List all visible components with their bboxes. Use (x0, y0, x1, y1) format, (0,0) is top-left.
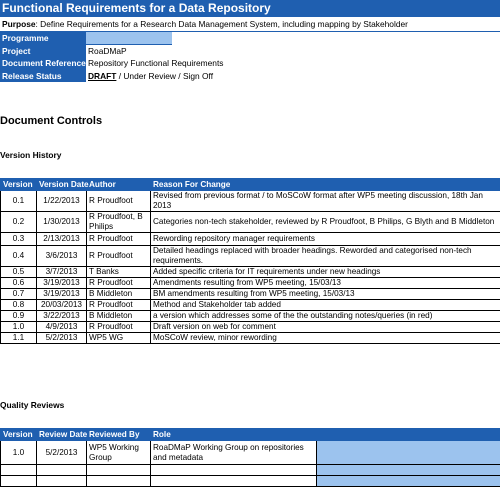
col-reason: Reason For Change (151, 179, 500, 191)
table-row (1, 441, 500, 465)
reason-cell[interactable]: Added specific criteria for IT requirements under new headings (151, 267, 500, 278)
version-cell[interactable]: 1.0 (1, 322, 37, 333)
table-row (1, 333, 500, 344)
version-cell[interactable]: 1.0 (1, 441, 37, 465)
table-row (1, 289, 500, 300)
version-cell[interactable]: 0.6 (1, 278, 37, 289)
role-cell[interactable] (151, 476, 317, 487)
version-date-cell[interactable]: 1/22/2013 (37, 191, 87, 212)
reviewed-by-cell[interactable]: WP5 Working Group (87, 441, 151, 465)
blank-cell[interactable] (317, 476, 500, 487)
reason-cell[interactable]: Categories non-tech stakeholder, reviewed by R Proudfoot, B Philips, G Blyth and B Middleton (151, 212, 500, 233)
release-status-label: Release Status (0, 70, 86, 83)
version-cell[interactable]: 1.1 (1, 333, 37, 344)
quality-reviews-body (1, 441, 500, 487)
quality-reviews-heading: Quality Reviews (0, 400, 65, 410)
version-cell[interactable]: 0.8 (1, 300, 37, 311)
table-row (1, 212, 500, 233)
reviewed-by-cell[interactable] (87, 465, 151, 476)
version-date-cell[interactable]: 3/19/2013 (37, 278, 87, 289)
version-cell[interactable]: 0.9 (1, 311, 37, 322)
table-row (1, 191, 500, 212)
version-cell[interactable] (1, 465, 37, 476)
author-cell[interactable]: R Proudfoot (87, 233, 151, 246)
purpose-label: Purpose (2, 19, 36, 29)
version-date-cell[interactable]: 5/2/2013 (37, 333, 87, 344)
version-date-cell[interactable]: 3/6/2013 (37, 246, 87, 267)
review-date-cell[interactable] (37, 476, 87, 487)
review-date-cell[interactable] (37, 465, 87, 476)
col-version: Version (1, 179, 37, 191)
blank-cell[interactable] (317, 441, 500, 465)
version-cell[interactable]: 0.1 (1, 191, 37, 212)
col-author: Author (87, 179, 151, 191)
project-row (0, 45, 500, 58)
reason-cell[interactable]: a version which addresses some of the the outstanding notes/queries (in red) (151, 311, 500, 322)
table-row (1, 465, 500, 476)
author-cell[interactable]: R Proudfoot (87, 246, 151, 267)
version-cell[interactable] (1, 476, 37, 487)
purpose-text: : Define Requirements for a Research Data Management System, including mapping by Stakeholder (35, 19, 408, 29)
table-row (1, 246, 500, 267)
table-row (1, 278, 500, 289)
version-date-cell[interactable]: 3/22/2013 (37, 311, 87, 322)
author-cell[interactable]: WP5 WG (87, 333, 151, 344)
reason-cell[interactable]: Detailed headings replaced with broader headings. Reworded and categorised non-tech requirements. (151, 246, 500, 267)
blank-cell[interactable] (317, 465, 500, 476)
release-status-value[interactable] (86, 70, 286, 83)
document-title: Functional Requirements for a Data Repository (0, 0, 500, 17)
document-reference-row (0, 57, 500, 70)
version-cell[interactable]: 0.3 (1, 233, 37, 246)
table-row (1, 233, 500, 246)
author-cell[interactable]: R Proudfoot (87, 278, 151, 289)
programme-value[interactable] (86, 32, 172, 45)
reason-cell[interactable]: MoSCoW review, minor rewording (151, 333, 500, 344)
version-date-cell[interactable]: 20/03/2013 (37, 300, 87, 311)
role-cell[interactable] (151, 465, 317, 476)
document-reference-label: Document Reference (2, 58, 86, 68)
table-row (1, 311, 500, 322)
reviewed-by-cell[interactable] (87, 476, 151, 487)
role-cell[interactable]: RoaDMaP Working Group on repositories and metadata (151, 441, 317, 465)
reason-cell[interactable]: Method and Stakeholder tab added (151, 300, 500, 311)
author-cell[interactable]: R Proudfoot (87, 300, 151, 311)
reason-cell[interactable]: Revised from previous format / to MoSCoW format after WP5 meeting discussion, 18th Jan 2013 (151, 191, 500, 212)
version-cell[interactable]: 0.5 (1, 267, 37, 278)
reason-cell[interactable]: Draft version on web for comment (151, 322, 500, 333)
programme-label: Programme (0, 32, 86, 45)
version-cell[interactable]: 0.7 (1, 289, 37, 300)
quality-reviews-table (0, 428, 500, 487)
release-status-draft: DRAFT (88, 70, 117, 81)
purpose-row (0, 17, 500, 32)
project-label: Project (0, 45, 86, 58)
author-cell[interactable]: B Middleton (87, 311, 151, 322)
version-history-body (1, 191, 500, 344)
author-cell[interactable]: R Proudfoot, B Philips (87, 212, 151, 233)
release-status-row (0, 70, 500, 83)
col-review-date: Review Date (37, 429, 87, 441)
version-history-table (0, 178, 500, 344)
reason-cell[interactable]: Rewording repository manager requirements (151, 233, 500, 246)
quality-reviews-header (1, 429, 500, 441)
author-cell[interactable]: R Proudfoot (87, 322, 151, 333)
table-row (1, 300, 500, 311)
version-cell[interactable]: 0.2 (1, 212, 37, 233)
version-history-heading: Version History (0, 150, 62, 160)
version-date-cell[interactable]: 4/9/2013 (37, 322, 87, 333)
release-status-rest: / Under Review / Sign Off (116, 70, 214, 81)
table-row (1, 476, 500, 487)
version-date-cell[interactable]: 1/30/2013 (37, 212, 87, 233)
col-reviewed-by: Reviewed By (87, 429, 151, 441)
author-cell[interactable]: R Proudfoot (87, 191, 151, 212)
version-cell[interactable]: 0.4 (1, 246, 37, 267)
version-date-cell[interactable]: 2/13/2013 (37, 233, 87, 246)
document-reference-value[interactable]: Repository Functional Requirements (88, 58, 224, 68)
version-date-cell[interactable]: 3/19/2013 (37, 289, 87, 300)
programme-row (0, 32, 500, 45)
reason-cell[interactable]: BM amendments resulting from WP5 meeting, 15/03/13 (151, 289, 500, 300)
reason-cell[interactable]: Amendments resulting from WP5 meeting, 15/03/13 (151, 278, 500, 289)
document-controls-heading: Document Controls (0, 115, 103, 127)
review-date-cell[interactable]: 5/2/2013 (37, 441, 87, 465)
col-version-date: Version Date (37, 179, 87, 191)
col-qr-version: Version (1, 429, 37, 441)
col-role: Role (151, 429, 317, 441)
table-row (1, 322, 500, 333)
project-value[interactable]: RoaDMaP (86, 45, 172, 58)
col-blank (317, 429, 500, 441)
version-date-cell[interactable]: 3/7/2013 (37, 267, 87, 278)
author-cell[interactable]: B Middleton (87, 289, 151, 300)
version-history-header (1, 179, 500, 191)
table-row (1, 267, 500, 278)
author-cell[interactable]: T Banks (87, 267, 151, 278)
spreadsheet (0, 0, 500, 82)
